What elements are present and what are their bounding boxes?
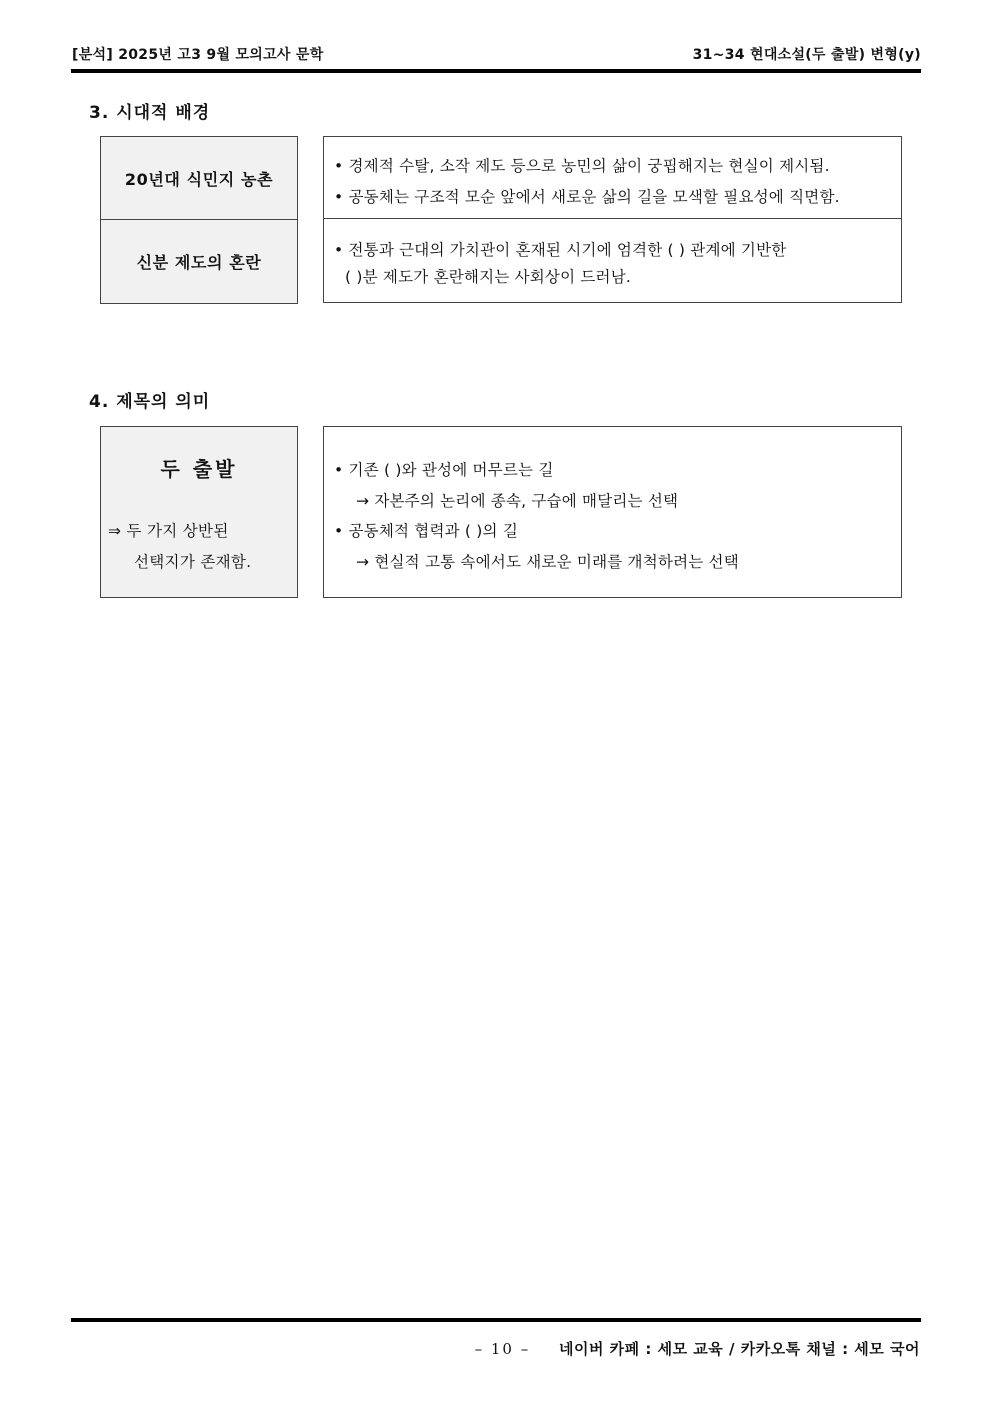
title-meaning-line: 선택지가 존재함. [134, 553, 252, 571]
section3-label-column [100, 136, 298, 304]
content-line: • 기존 ( )와 관성에 머무르는 길 [334, 461, 554, 479]
content-line: ( )분 제도가 혼란해지는 사회상이 드러남. [345, 268, 632, 286]
title-meaning-line: ⇒ 두 가지 상반된 [108, 522, 229, 540]
header-section-title: 31~34 현대소설(두 출발) 변형(y) [692, 47, 921, 63]
section4-label-box [100, 426, 298, 598]
label-class-system: 신분 제도의 혼란 [136, 253, 262, 272]
content-colonial-village [324, 137, 901, 219]
content-line: • 공동체는 구조적 모순 앞에서 새로운 삶의 길을 모색할 필요성에 직면함. [334, 188, 840, 206]
section4-content-box [323, 426, 902, 598]
content-subline: → 자본주의 논리에 종속, 구습에 매달리는 선택 [356, 492, 679, 510]
page-header [72, 44, 921, 64]
page-footer [475, 1338, 920, 1359]
header-divider [71, 69, 921, 73]
section3-title: 3. 시대적 배경 [89, 103, 211, 123]
page-number: – 10 – [474, 1340, 531, 1358]
content-line: • 전통과 근대의 가치관이 혼재된 시기에 엄격한 ( ) 관계에 기반한 [334, 241, 787, 259]
footer-divider [71, 1318, 921, 1322]
label-colonial-village: 20년대 식민지 농촌 [101, 137, 297, 220]
content-line: • 공동체적 협력과 ( )의 길 [334, 522, 519, 540]
content-line: • 경제적 수탈, 소작 제도 등으로 농민의 삶이 궁핍해지는 현실이 제시됨. [334, 157, 830, 175]
section3-content-column [323, 136, 902, 303]
header-doc-title: [분석] 2025년 고3 9월 모의고사 문학 [72, 47, 324, 63]
title-two-departures: 두 출발 [160, 457, 238, 481]
content-subline: → 현실적 고통 속에서도 새로운 미래를 개척하려는 선택 [356, 553, 739, 571]
footer-channel-info: 네이버 카페 : 세모 교육 / 카카오톡 채널 : 세모 국어 [558, 1340, 920, 1358]
content-class-system [324, 219, 901, 302]
section4-title: 4. 제목의 의미 [89, 392, 211, 412]
